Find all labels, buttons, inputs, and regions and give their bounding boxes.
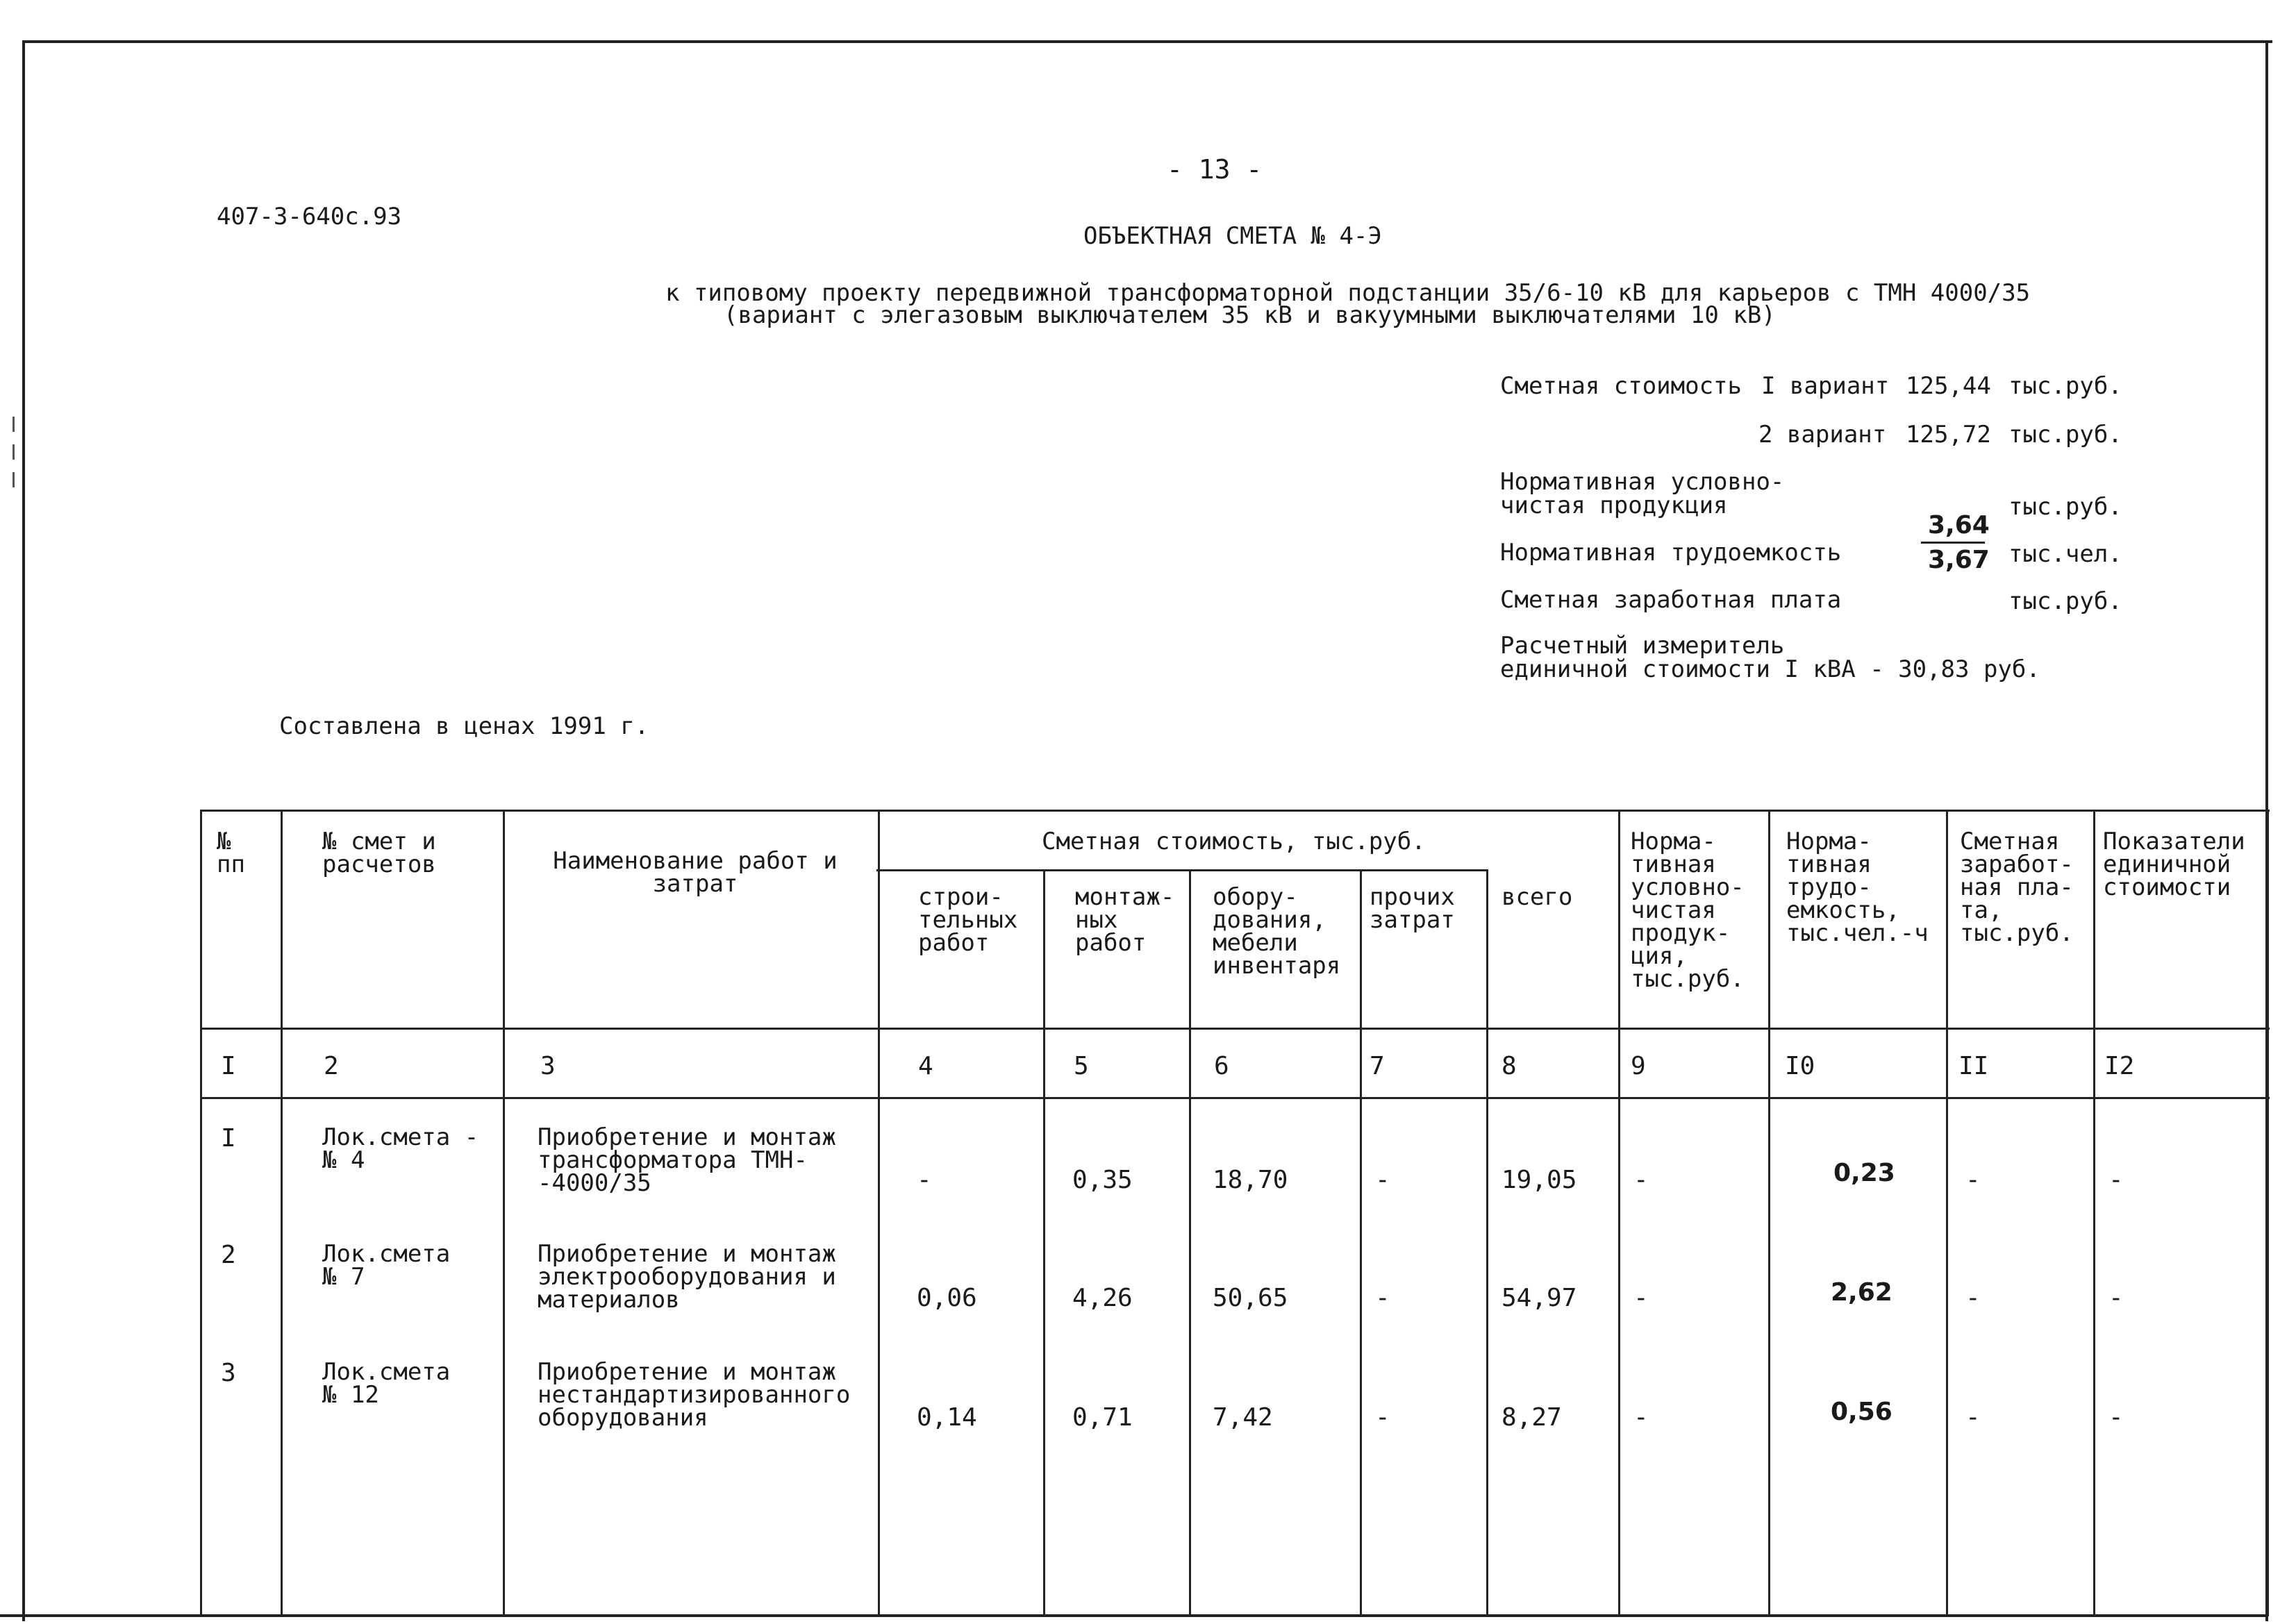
column-number: 9: [1631, 1052, 1646, 1080]
unit-meter-label: Расчетный измеритель: [1500, 632, 1785, 660]
header-bottom-border: [200, 1028, 2270, 1030]
variant1-label: I вариант: [1761, 372, 1890, 400]
row-number: I: [221, 1124, 236, 1153]
cost-group-divider: [876, 869, 1488, 871]
wage-value: -: [1965, 1284, 1981, 1312]
equipment-cost: 50,65: [1213, 1284, 1288, 1312]
column-number: 5: [1074, 1052, 1089, 1080]
document-title: ОБЪЕКТНАЯ СМЕТА № 4-Э: [1083, 222, 1382, 250]
binding-mark: [13, 444, 15, 460]
column-numbers-border: [200, 1097, 2270, 1099]
estimate-ref: Лок.смета - № 4: [322, 1123, 479, 1174]
unit-meter-label-2: единичной стоимости I кВА - 30,83 руб.: [1500, 655, 2040, 683]
header-net-product: Норма- тивная условно- чистая продук- ция, тыс.руб.: [1631, 828, 1745, 993]
header-estimate-ref: № смет и расчетов: [322, 828, 436, 878]
header-construction: строи- тельных работ: [918, 883, 1018, 957]
header-total: всего: [1501, 883, 1573, 911]
header-wage: Сметная заработ- ная пла- та, тыс.руб.: [1960, 828, 2074, 947]
net-product: -: [1633, 1284, 1649, 1312]
labor-label: Нормативная трудоемкость: [1500, 539, 1842, 567]
header-installation: монтаж- ных работ: [1075, 883, 1175, 957]
net-product: -: [1633, 1403, 1649, 1432]
work-name: Приобретение и монтаж электрооборудования и материалов: [538, 1240, 836, 1314]
total-cost: 19,05: [1501, 1166, 1577, 1194]
prices-note: Составлена в ценах 1991 г.: [279, 712, 649, 740]
col-border: [1768, 810, 1770, 1616]
header-cost-group: Сметная стоимость, тыс.руб.: [1042, 828, 1426, 855]
page-number: - 13 -: [1167, 154, 1263, 185]
labor-value: 2,62: [1831, 1278, 1892, 1307]
net-product-label-2: чистая продукция: [1500, 492, 1728, 519]
net-product-label: Нормативная условно-: [1500, 468, 1785, 496]
labor-value: 0,56: [1831, 1398, 1892, 1426]
column-number: 3: [540, 1052, 556, 1080]
equipment-cost: 18,70: [1213, 1166, 1288, 1194]
subtitle-line-2: (вариант с элегазовым выключателем 35 кВ и вакуумными выключателями 10 кВ): [724, 301, 1776, 329]
total-cost: 8,27: [1501, 1403, 1562, 1432]
col-border: [503, 810, 505, 1616]
construction-cost: -: [917, 1166, 932, 1194]
wage-value: -: [1965, 1403, 1981, 1432]
header-work-name: Наименование работ и затрат: [553, 847, 838, 898]
row-number: 3: [221, 1359, 236, 1387]
other-cost: -: [1375, 1403, 1390, 1432]
other-cost: -: [1375, 1284, 1390, 1312]
column-number: I2: [2104, 1052, 2135, 1080]
net-product: -: [1633, 1166, 1649, 1194]
installation-cost: 0,71: [1072, 1403, 1133, 1432]
fraction-line: [1921, 542, 1985, 544]
header-unit-cost: Показатели единичной стоимости: [2103, 828, 2245, 901]
col-border: [1360, 869, 1362, 1616]
wage-label: Сметная заработная плата: [1500, 586, 1842, 614]
column-number: I: [221, 1052, 236, 1080]
page-frame-top: [22, 40, 2272, 43]
header-equipment: обору- дования, мебели инвентаря: [1213, 883, 1341, 980]
header-row-number: № пп: [217, 828, 245, 878]
construction-cost: 0,06: [917, 1284, 977, 1312]
equipment-cost: 7,42: [1213, 1403, 1273, 1432]
variant2-unit: тыс.руб.: [2008, 421, 2122, 449]
unit-cost: -: [2108, 1284, 2124, 1312]
page-frame-left: [22, 42, 25, 1621]
col-border: [1043, 869, 1045, 1616]
col-border: [878, 810, 880, 1616]
column-number: 7: [1370, 1052, 1385, 1080]
col-border: [200, 810, 202, 1616]
net-product-unit: тыс.руб.: [2008, 493, 2122, 521]
column-number: 2: [324, 1052, 339, 1080]
page-frame-bottom: [0, 1614, 2268, 1617]
labor-value-top: 3,64: [1928, 511, 1990, 539]
col-border: [2267, 810, 2269, 1616]
total-cost: 54,97: [1501, 1284, 1577, 1312]
column-number: 8: [1501, 1052, 1517, 1080]
work-name: Приобретение и монтаж нестандартизированного оборудования: [538, 1358, 851, 1432]
header-labor: Норма- тивная трудо- емкость, тыс.чел.-ч: [1786, 828, 1929, 947]
labor-value: 0,23: [1833, 1159, 1895, 1187]
cost-label: Сметная стоимость: [1500, 372, 1742, 400]
other-cost: -: [1375, 1166, 1390, 1194]
unit-cost: -: [2108, 1166, 2124, 1194]
column-number: I0: [1785, 1052, 1815, 1080]
binding-mark: [13, 472, 15, 487]
column-number: 4: [918, 1052, 933, 1080]
variant1-unit: тыс.руб.: [2008, 372, 2122, 400]
labor-value-bottom: 3,67: [1928, 546, 1990, 574]
row-number: 2: [221, 1241, 236, 1269]
col-border: [281, 810, 283, 1616]
column-number: 6: [1214, 1052, 1229, 1080]
estimate-ref: Лок.смета № 7: [322, 1240, 451, 1291]
labor-unit: тыс.чел.: [2008, 540, 2122, 568]
col-border: [1486, 869, 1488, 1616]
col-border: [2093, 810, 2095, 1616]
installation-cost: 0,35: [1072, 1166, 1133, 1194]
construction-cost: 0,14: [917, 1403, 977, 1432]
document-code: 407-3-640с.93: [217, 203, 402, 231]
col-border: [1618, 810, 1620, 1616]
installation-cost: 4,26: [1072, 1284, 1133, 1312]
column-number: II: [1958, 1052, 1989, 1080]
variant1-value: 125,44: [1906, 372, 1991, 400]
variant2-value: 125,72: [1906, 421, 1991, 449]
subtitle-line-1: к типовому проекту передвижной трансформаторной подстанции 35/6-10 кВ для карьеров с ТМН 4000/35: [665, 279, 2031, 307]
work-name: Приобретение и монтаж трансформатора ТМН- -4000/35: [538, 1123, 836, 1197]
unit-cost: -: [2108, 1403, 2124, 1432]
wage-unit: тыс.руб.: [2008, 587, 2122, 615]
binding-mark: [13, 417, 15, 432]
header-other: прочих затрат: [1370, 883, 1455, 934]
estimate-ref: Лок.смета № 12: [322, 1358, 451, 1409]
col-border: [1946, 810, 1948, 1616]
col-border: [1189, 869, 1191, 1616]
wage-value: -: [1965, 1166, 1981, 1194]
table-top-border: [200, 810, 2270, 812]
variant2-label: 2 вариант: [1758, 421, 1887, 449]
